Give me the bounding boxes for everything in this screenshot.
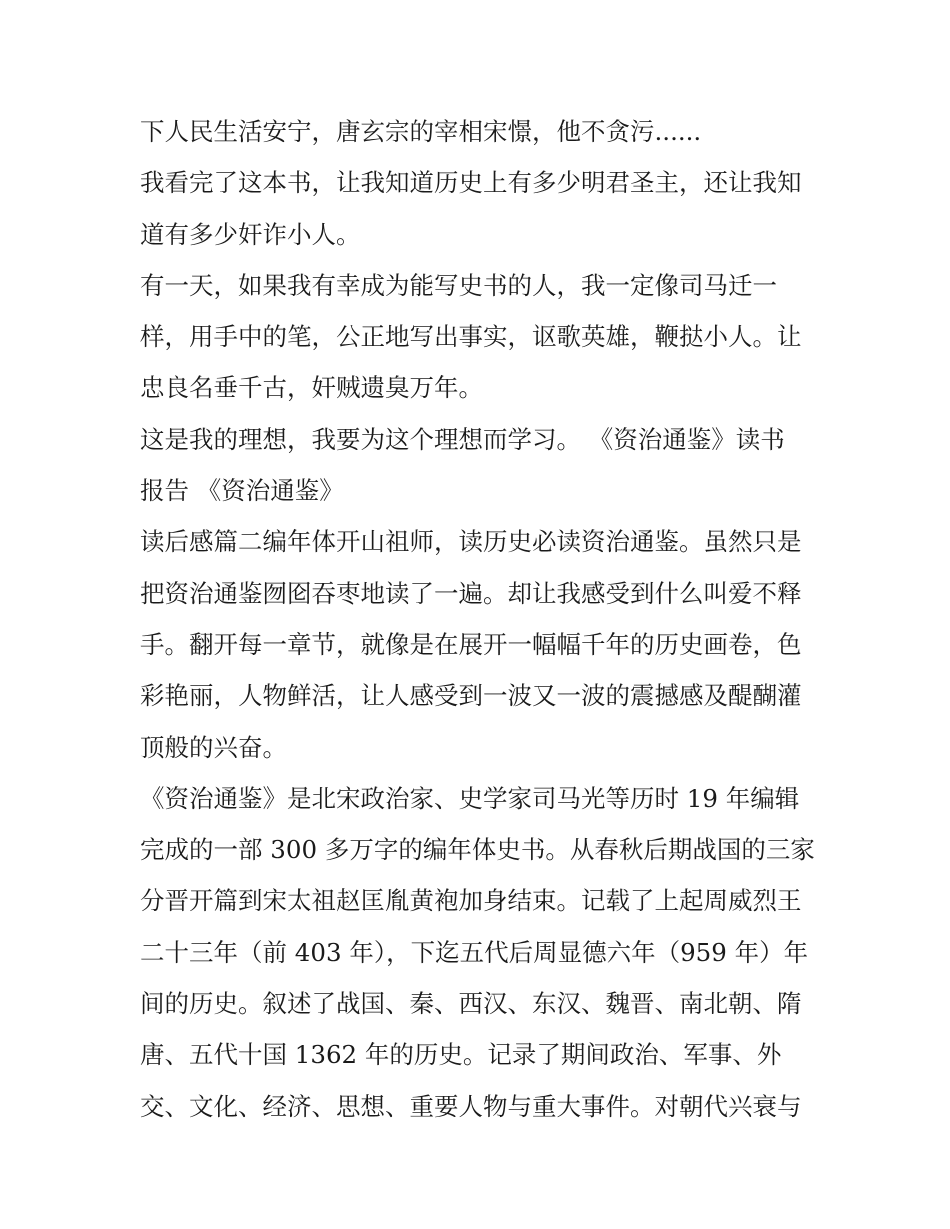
- text-line: 间的历史。叙述了战国、秦、西汉、东汉、魏晋、南北朝、隋: [140, 989, 802, 1019]
- text-line: 完成的一部 300 多万字的编年体史书。从春秋后期战国的三家: [140, 835, 815, 865]
- body-text: [140, 106, 830, 1132]
- text-line: 分晋开篇到宋太祖赵匡胤黄袍加身结束。记载了上起周威烈王: [140, 886, 802, 916]
- text-line: 道有多少奸诈小人。: [140, 219, 361, 249]
- text-line: 忠良名垂千古，奸贼遗臭万年。: [140, 373, 483, 403]
- text-line: 读后感篇二编年体开山祖师，读历史必读资治通鉴。虽然只是: [140, 527, 802, 557]
- text-line: 二十三年（前 403 年），下迄五代后周显德六年（959 年）年: [140, 937, 809, 967]
- text-line: 我看完了这本书，让我知道历史上有多少明君圣主，还让我知: [140, 168, 802, 198]
- text-line: 这是我的理想，我要为这个理想而学习。 《资治通鉴》读书: [140, 424, 785, 454]
- text-line: 下人民生活安宁，唐玄宗的宰相宋憬，他不贪污......: [140, 117, 702, 146]
- text-line: 《资治通鉴》是北宋政治家、史学家司马光等历时 19 年编辑: [140, 783, 800, 813]
- text-line: 手。翻开每一章节，就像是在展开一幅幅千年的历史画卷，色: [140, 629, 802, 659]
- text-line: 有一天，如果我有幸成为能写史书的人，我一定像司马迁一: [140, 270, 777, 300]
- text-line: 交、文化、经济、思想、重要人物与重大事件。对朝代兴衰与: [140, 1091, 802, 1121]
- text-line: 顶般的兴奋。: [140, 732, 287, 762]
- text-line: 把资治通鉴囫囵吞枣地读了一遍。却让我感受到什么叫爱不释: [140, 578, 802, 608]
- text-line: 样，用手中的笔，公正地写出事实，讴歌英雄，鞭挞小人。让: [140, 322, 802, 352]
- text-line: 唐、五代十国 1362 年的历史。记录了期间政治、军事、外: [140, 1040, 782, 1070]
- text-line: 报告 《资治通鉴》: [140, 476, 344, 506]
- text-line: 彩艳丽，人物鲜活，让人感受到一波又一波的震撼感及醍醐灌: [140, 681, 802, 711]
